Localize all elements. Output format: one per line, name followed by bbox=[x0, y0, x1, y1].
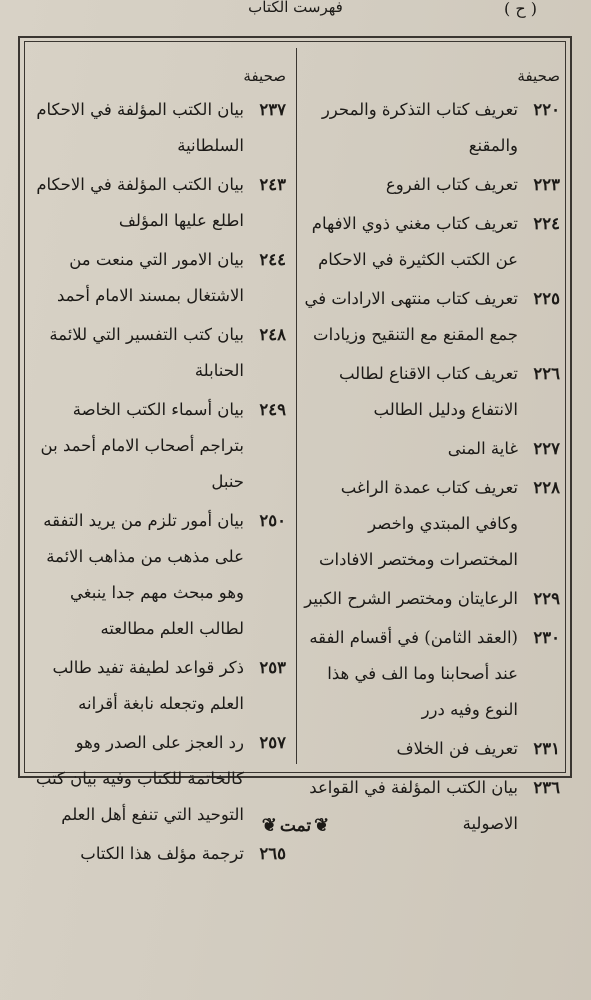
toc-entries-right bbox=[296, 92, 560, 842]
entry-page-number: ٢٢٩ bbox=[533, 589, 560, 608]
running-head bbox=[0, 0, 591, 22]
entry-title: بيان الامور التي منعت من الاشتغال بمسند الامام أحمد bbox=[56, 250, 244, 305]
entry-title: تعريف فن الخلاف bbox=[396, 739, 518, 758]
entry-page-number: ٢٢٥ bbox=[533, 289, 560, 308]
entry-title: غاية المنى bbox=[447, 439, 518, 458]
entry-page-number: ٢٢٨ bbox=[533, 478, 560, 497]
entry-page-number: ٢٣٧ bbox=[259, 100, 286, 119]
toc-entry bbox=[296, 620, 560, 728]
entry-title: تعريف كتاب التذكرة والمحرر والمقنع bbox=[321, 100, 518, 155]
entry-page-number: ٢٥٣ bbox=[259, 658, 286, 677]
toc-entry bbox=[296, 206, 560, 278]
entry-page-number: ٢٢٧ bbox=[533, 439, 560, 458]
toc-entry bbox=[24, 503, 286, 647]
entry-page-number: ٢٣٦ bbox=[533, 778, 560, 797]
entry-page-number: ٢٢٤ bbox=[533, 214, 560, 233]
entry-title: بيان أسماء الكتب الخاصة بتراجم أصحاب الامام أحمد بن حنبل bbox=[40, 400, 244, 491]
column-header: صحيفة bbox=[243, 67, 286, 85]
entry-page-number: ٢٤٣ bbox=[259, 175, 286, 194]
entry-title: ترجمة مؤلف هذا الكتاب bbox=[80, 844, 244, 863]
ornament-icon: ❦ bbox=[261, 815, 277, 836]
toc-entry bbox=[24, 317, 286, 389]
toc-entry bbox=[296, 92, 560, 164]
entry-page-number: ٢٣٠ bbox=[533, 628, 560, 647]
toc-entry bbox=[296, 731, 560, 767]
entry-page-number: ٢٢٣ bbox=[533, 175, 560, 194]
entry-page-number: ٢٢٦ bbox=[533, 364, 560, 383]
toc-entry bbox=[24, 650, 286, 722]
toc-entry bbox=[24, 836, 286, 872]
entry-title: ذكر قواعد لطيفة تفيد طالب العلم وتجعله نابغة أقرانه bbox=[52, 658, 244, 713]
colophon bbox=[0, 815, 591, 836]
toc-column-right bbox=[296, 60, 560, 845]
toc-entry bbox=[296, 470, 560, 578]
entry-page-number: ٢٣١ bbox=[533, 739, 560, 758]
entry-page-number: ٢٤٤ bbox=[259, 250, 286, 269]
entry-title: تعريف كتاب منتهى الارادات في جمع المقنع مع التنقيح وزيادات bbox=[304, 289, 518, 344]
entry-title: بيان الكتب المؤلفة في الاحكام السلطانية bbox=[36, 100, 244, 155]
toc-entry bbox=[296, 581, 560, 617]
entry-title: رد العجز على الصدر وهو كالخاتمة للكتاب وفيه بيان كتب التوحيد التي تنفع أهل العلم bbox=[35, 733, 244, 824]
toc-entry bbox=[24, 242, 286, 314]
page-folio: ( ح ) bbox=[504, 0, 537, 18]
entry-title: تعريف كتاب مغني ذوي الافهام عن الكتب الكثيرة في الاحكام bbox=[311, 214, 518, 269]
toc-entry bbox=[296, 431, 560, 467]
entry-title: تعريف كتاب عمدة الراغب وكافي المبتدي واخصر المختصرات ومختصر الافادات bbox=[318, 478, 518, 569]
toc-entry bbox=[296, 356, 560, 428]
toc-entry bbox=[24, 92, 286, 164]
entry-page-number: ٢٤٨ bbox=[259, 325, 286, 344]
entry-title: بيان أمور تلزم من يريد التفقه على مذهب من مذاهب الائمة وهو مبحث مهم جدا ينبغي لطالب العلم مطالعته bbox=[43, 511, 244, 638]
entry-title: بيان الكتب المؤلفة في الاحكام اطلع عليها المؤلف bbox=[36, 175, 244, 230]
entry-page-number: ٢٦٥ bbox=[259, 844, 286, 863]
column-header: صحيفة bbox=[517, 67, 560, 85]
toc-entry bbox=[24, 392, 286, 500]
entry-title: بيان الكتب المؤلفة في القواعد الاصولية bbox=[309, 778, 518, 833]
toc-entry bbox=[24, 167, 286, 239]
entry-title: تعريف كتاب الاقناع لطالب الانتفاع ودليل الطالب bbox=[338, 364, 518, 419]
entry-page-number: ٢٥٧ bbox=[259, 733, 286, 752]
entry-page-number: ٢٤٩ bbox=[259, 400, 286, 419]
ornament-icon: ❦ bbox=[314, 815, 330, 836]
toc-column-left bbox=[24, 60, 286, 875]
entry-page-number: ٢٥٠ bbox=[259, 511, 286, 530]
toc-entry bbox=[296, 281, 560, 353]
toc-entry bbox=[296, 167, 560, 203]
toc-entries-left bbox=[24, 92, 286, 872]
entry-title: الرعايتان ومختصر الشرح الكبير bbox=[304, 589, 518, 608]
entry-title: (العقد الثامن) في أقسام الفقه عند أصحابنا وما الف في هذا النوع وفيه درر bbox=[309, 628, 518, 719]
entry-title: بيان كتب التفسير التي للائمة الحنابلة bbox=[49, 325, 244, 380]
entry-page-number: ٢٢٠ bbox=[533, 100, 560, 119]
page-title: فهرست الكتاب bbox=[248, 0, 343, 16]
entry-title: تعريف كتاب الفروع bbox=[385, 175, 518, 194]
colophon-text: تمت bbox=[279, 816, 312, 836]
